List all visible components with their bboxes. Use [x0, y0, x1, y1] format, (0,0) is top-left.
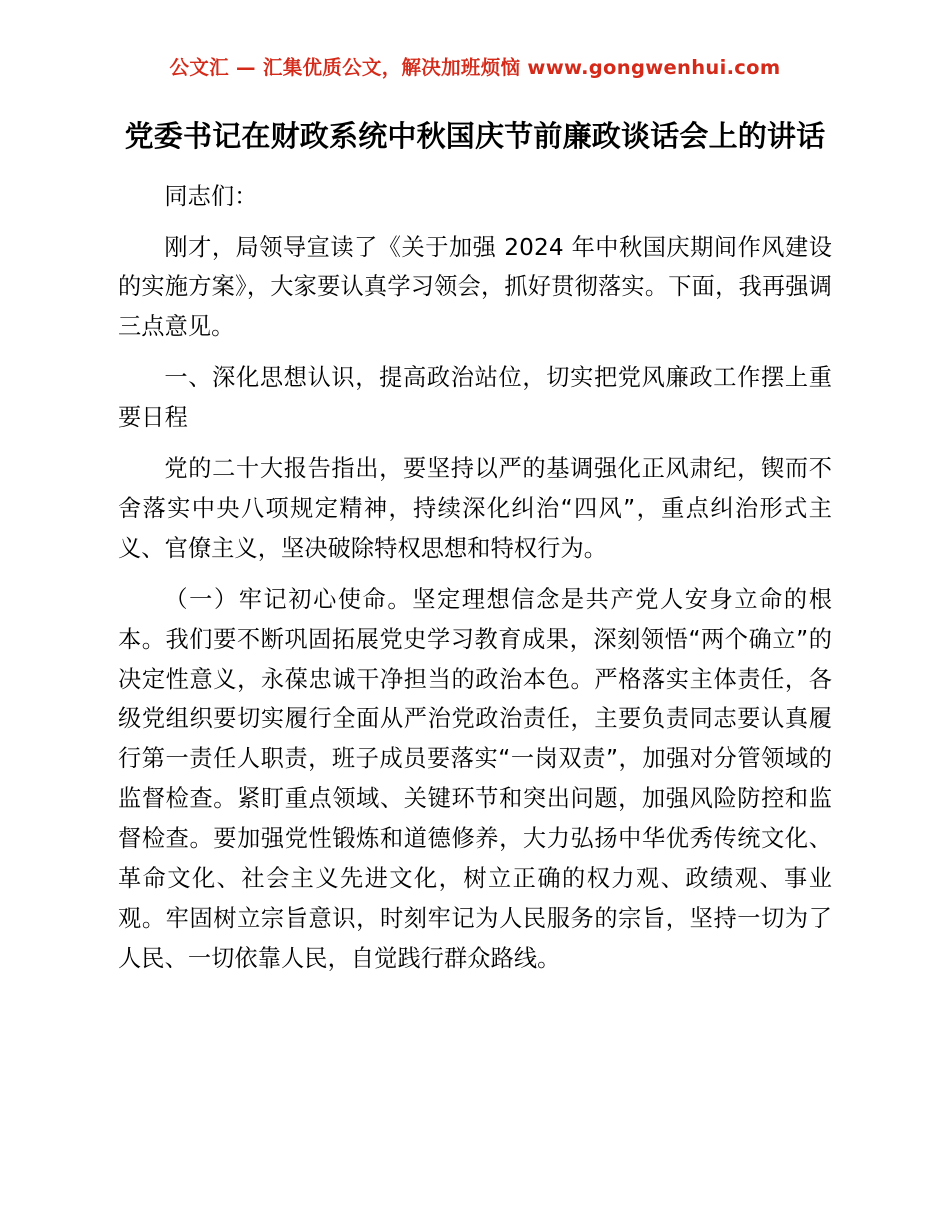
page-title: 党委书记在财政系统中秋国庆节前廉政谈话会上的讲话 [124, 119, 826, 153]
paragraph-intro: 刚才，局领导宣读了《关于加强 2024 年中秋国庆期间作风建设的实施方案》，大家要认真学习领会，抓好贯彻落实。下面，我再强调三点意见。 [118, 233, 832, 341]
paragraph-subsection-1: （一）牢记初心使命。坚定理想信念是共产党人安身立命的根本。我们要不断巩固拓展党史学习教育成果，深刻领悟“两个确立”的决定性意义，永葆忠诚干净担当的政治本色。严格落实主体责任，各级党组织要切实履行全面从严治党政治责任，主要负责同志要认真履行第一责任人职责，班子成员要落实“一岗双责”，加强对分管领域的监督检查。紧盯重点领域、关键环节和突出问题，加强风险防控和监督检查。要加强党性锻炼和道德修养，大力弘扬中华优秀传统文化、革命文化、社会主义先进文化，树立正确的权力观、政绩观、事业观。牢固树立宗旨意识，时刻牢记为人民服务的宗旨，坚持一切为了人民、一切依靠人民，自觉践行群众路线。 [118, 585, 832, 972]
paragraph-report-quote: 党的二十大报告指出，要坚持以严的基调强化正风肃纪，锲而不舍落实中央八项规定精神，持续深化纠治“四风”，重点纠治形式主义、官僚主义，坚决破除特权思想和特权行为。 [118, 455, 832, 562]
site-watermark: 公文汇 — 汇集优质公文，解决加班烦恼 www.gongwenhui.com [169, 56, 781, 79]
document-body [118, 177, 832, 979]
paragraph-salutation: 同志们： [164, 182, 258, 210]
paragraph-section-heading-1: 一、深化思想认识，提高政治站位，切实把党风廉政工作摆上重要日程 [118, 364, 832, 432]
